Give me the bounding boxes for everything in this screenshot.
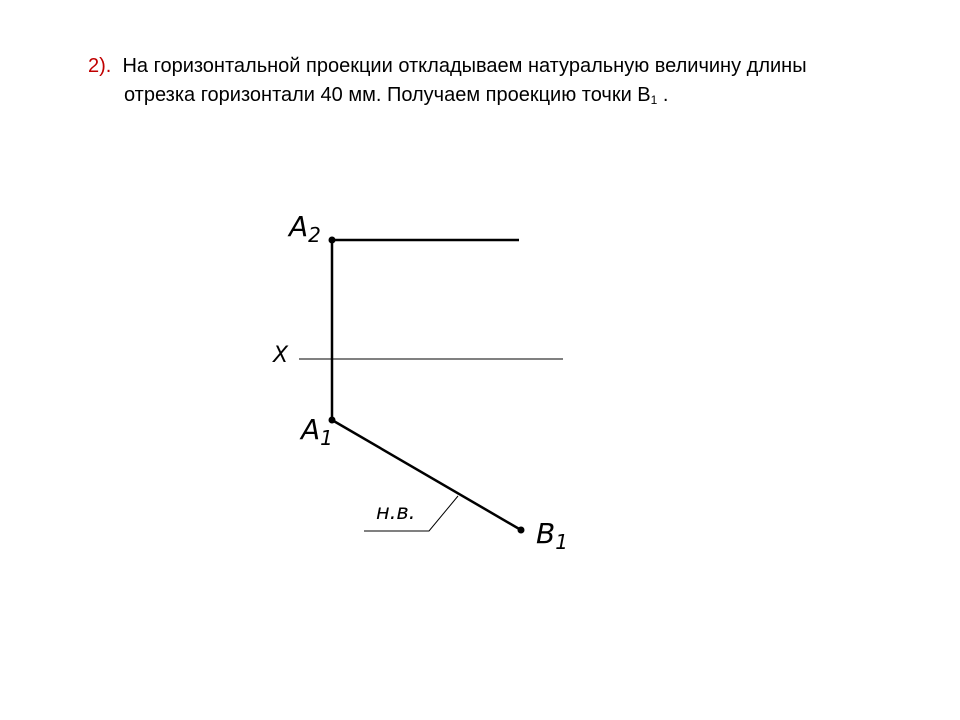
step-number: 2). — [88, 55, 112, 77]
point-a1 — [329, 417, 336, 424]
caption-text-1: На горизонтальной проекции откладываем натуральную величину длины — [122, 55, 807, 77]
a1-b1-segment — [332, 420, 521, 530]
point-a2 — [329, 237, 336, 244]
point-b1 — [518, 527, 525, 534]
label-x-axis: X — [273, 343, 289, 368]
caption-text-2: отрезка горизонтали 40 мм. Получаем проекцию точки B — [124, 84, 651, 106]
caption-subscript: 1 — [650, 93, 658, 107]
label-b1: $B_1$ — [536, 517, 568, 554]
caption-text-2-end: . — [657, 84, 669, 106]
label-true-length: н.в. — [376, 500, 416, 524]
label-a1: $A_1$ — [301, 413, 333, 450]
label-a2: $A_2$ — [289, 210, 321, 247]
